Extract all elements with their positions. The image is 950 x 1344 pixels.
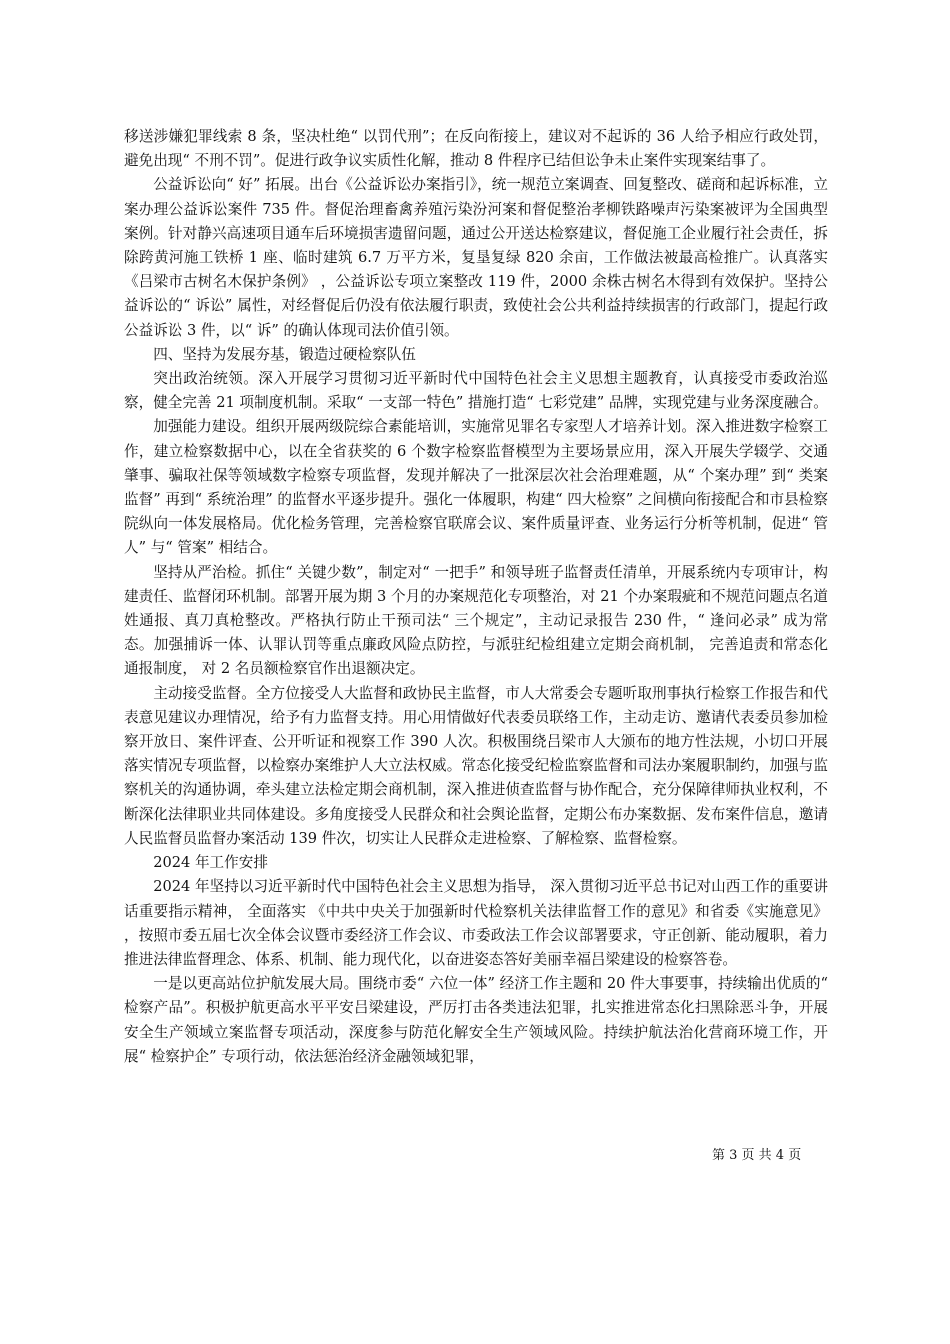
paragraph: 突出政治统领。深入开展学习贯彻习近平新时代中国特色社会主义思想主题教育，认真接受市委政治巡察，健全完善 21 项制度机制。采取“ 一支部一特色” 措施打造“ 七彩党建” 品牌，实现党建与业务深度融合。 [124, 370, 828, 412]
document-body [124, 125, 828, 1069]
paragraph: 一是以更高站位护航发展大局。围绕市委“ 六位一体” 经济工作主题和 20 件大事要事，持续输出优质的“ 检察产品”。积极护航更高水平平安吕梁建设，严厉打击各类违法犯罪，扎实推进常态化扫黑除恶斗争，开展安全生产领域立案监督专项活动，深度参与防范化解安全生产领域风险。持续护航法治化营商环境工作，开展“ 检察护企” 专项行动，依法惩治经济金融领域犯罪， [124, 975, 828, 1065]
page-number: 第 3 页 共 4 页 [712, 1148, 802, 1163]
paragraph: 加强能力建设。组织开展两级院综合素能培训，实施常见罪名专家型人才培养计划。深入推进数字检察工作，建立检察数据中心，以在全省获奖的 6 个数字检察监督模型为主要场景应用，深入开展失学辍学、交通肇事、骗取社保等领域数字检察专项监督，发现并解决了一批深层次社会治理难题，从“ 个案办理” 到“ 类案监督” 再到“ 系统治理” 的监督水平逐步提升。强化一体履职，构建“ 四大检察” 之间横向衔接配合和市县检察院纵向一体发展格局。优化检务管理，完善检察官联席会议、案件质量评查、业务运行分析等机制，促进“ 管人” 与“ 管案” 相结合。 [124, 418, 828, 557]
paragraph: 移送涉嫌犯罪线索 8 条，坚决杜绝“ 以罚代刑”；在反向衔接上，建议对不起诉的 36 人给予相应行政处罚，避免出现“ 不刑不罚”。促进行政争议实质性化解，推动 8 件程序已结但讼争未止案件实现案结事了。 [124, 128, 828, 170]
paragraph: 主动接受监督。全方位接受人大监督和政协民主监督，市人大常委会专题听取刑事执行检察工作报告和代表意见建议办理情况，给予有力监督支持。用心用情做好代表委员联络工作，主动走访、邀请代表委员参加检察开放日、案件评查、公开听证和视察工作 390 人次。积极围绕吕梁市人大颁布的地方性法规，小切口开展落实情况专项监督，以检察办案维护人大立法权威。常态化接受纪检监察监督和司法办案履职制约，加强与监察机关的沟通协调，牵头建立法检定期会商机制，深入推进侦查监督与协作配合，充分保障律师执业权利，不断深化法律职业共同体建设。多角度接受人民群众和社会舆论监督，定期公布办案数据、发布案件信息，邀请人民监督员监督办案活动 139 件次，切实让人民群众走进检察、了解检察、监督检察。 [124, 684, 828, 847]
paragraph: 坚持从严治检。抓住“ 关键少数”，制定对“ 一把手” 和领导班子监督责任清单，开展系统内专项审计，构建责任、监督闭环机制。部署开展为期 3 个月的办案规范化专项整治，对 21 个办案瑕疵和不规范问题点名道姓通报、真刀真枪整改。严格执行防止干预司法“ 三个规定”，主动记录报告 230 件，“ 逢问必录” 成为常态。加强捕诉一体、认罪认罚等重点廉政风险点防控，与派驻纪检组建立定期会商机制， 完善追责和常态化通报制度， 对 2 名员额检察官作出退额决定。 [124, 563, 828, 678]
paragraph: 2024 年坚持以习近平新时代中国特色社会主义思想为指导， 深入贯彻习近平总书记对山西工作的重要讲话重要指示精神， 全面落实 《中共中央关于加强新时代检察机关法律监督工作的意见》和省委《实施意见》 ，按照市委五届七次全体会议暨市委经济工作会议、市委政法工作会议部署要求，守正创新、能动履职，着力推进法律监督理念、体系、机制、能力现代化，以奋进姿态答好美丽幸福吕梁建设的检察答卷。 [124, 878, 828, 968]
section-heading: 四、坚持为发展夯基，锻造过硬检察队伍 [153, 345, 416, 363]
section-heading: 2024 年工作安排 [153, 854, 268, 872]
paragraph: 公益诉讼向“ 好” 拓展。出台《公益诉讼办案指引》，统一规范立案调查、回复整改、磋商和起诉标准，立案办理公益诉讼案件 735 件。督促治理畜禽养殖污染汾河案和督促整治孝柳铁路噪声污染案被评为全国典型案例。针对静兴高速项目通车后环境损害遗留问题，通过公开送达检察建议，督促施工企业履行社会责任，拆除跨黄河施工铁桥 1 座、临时建筑 6.7 万平方米，复垦复绿 820 余亩，工作做法被最高检推广。认真落实《吕梁市古树名木保护条例》 ，公益诉讼专项立案整改 119 件，2000 余株古树名木得到有效保护。坚持公益诉讼的“ 诉讼” 属性，对经督促后仍没有依法履行职责，致使社会公共利益持续损害的行政部门，提起行政公益诉讼 3 件，以“ 诉” 的确认体现司法价值引领。 [124, 176, 828, 339]
